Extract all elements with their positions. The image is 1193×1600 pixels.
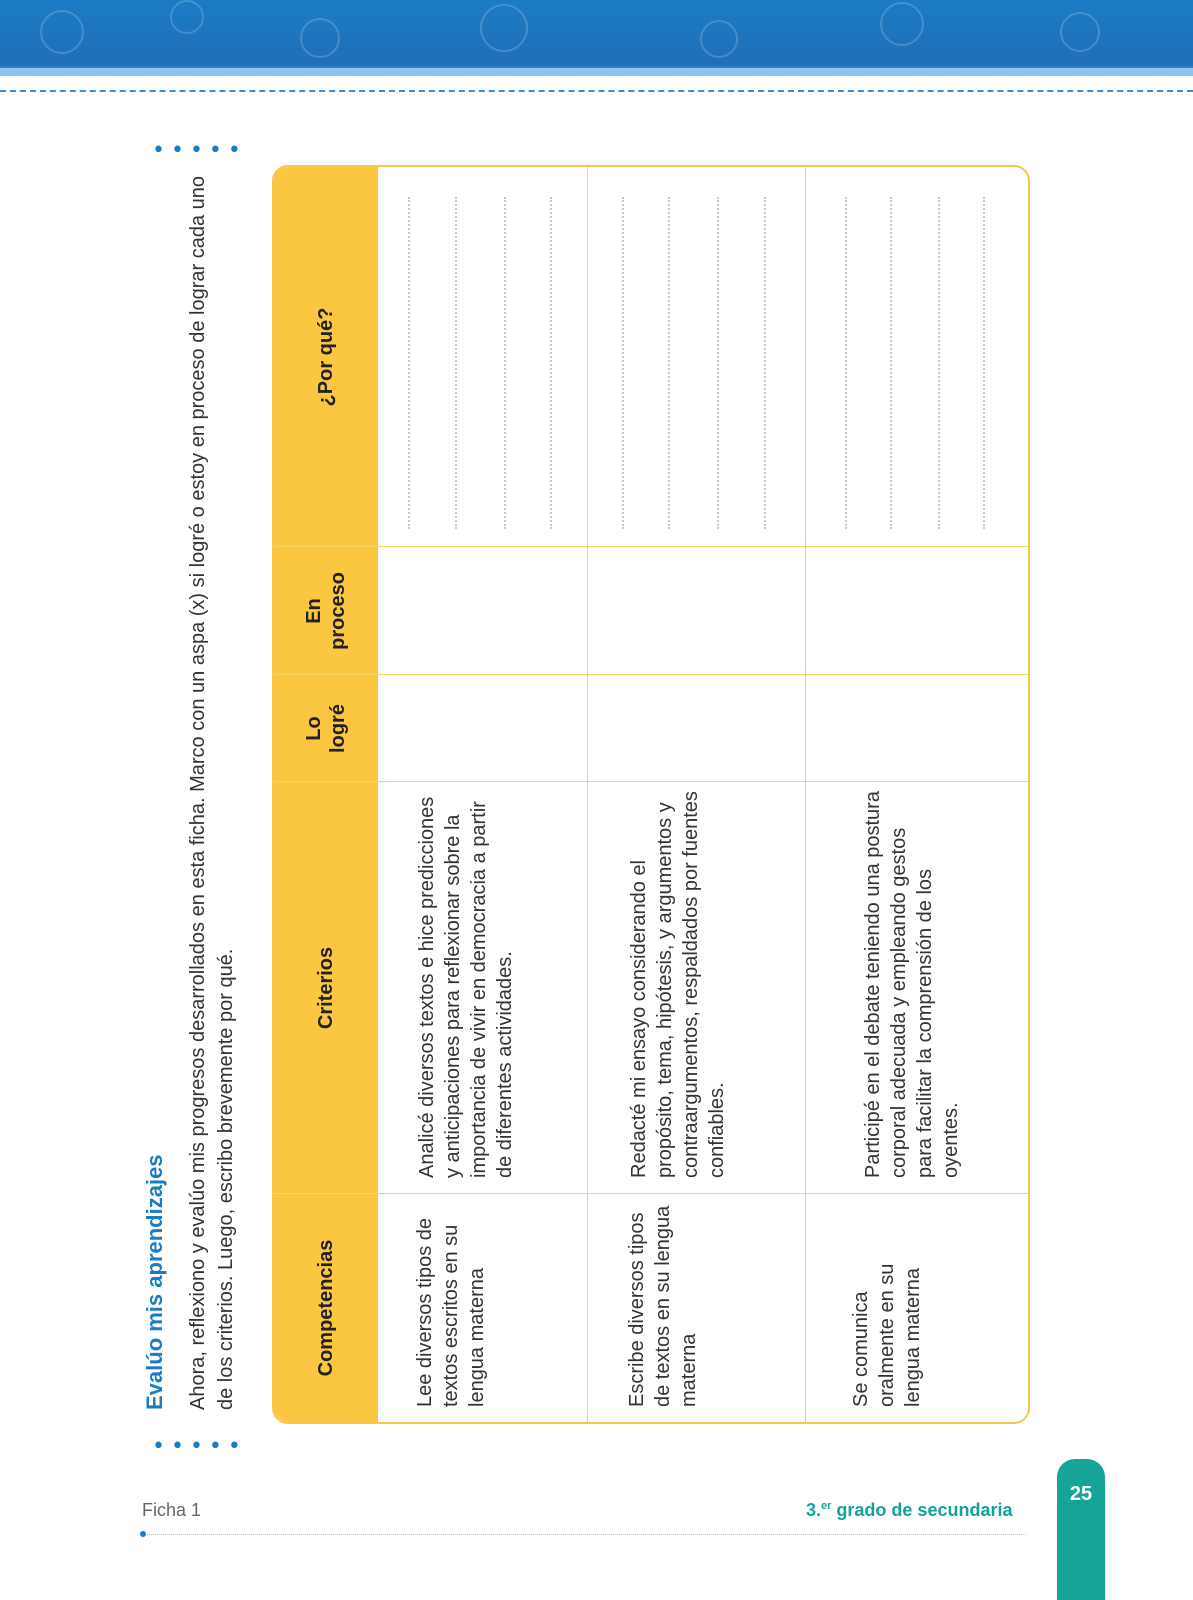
column-divider	[274, 781, 1028, 782]
answer-line[interactable]	[622, 197, 624, 529]
answer-line[interactable]	[668, 197, 670, 529]
footer-bullet	[140, 1531, 146, 1537]
answer-line[interactable]	[983, 197, 985, 529]
grade-rest: grado de secundaria	[831, 1500, 1013, 1520]
row3-criterio: Participé en el debate teniendo una postura corporal adecuada y empleando gestos para facilitar la comprensión de los oyentes.	[862, 791, 962, 1178]
grade-number: 3.	[806, 1500, 822, 1520]
row-divider	[805, 167, 806, 1422]
answer-line[interactable]	[504, 197, 506, 529]
answer-line[interactable]	[890, 197, 892, 529]
self-assessment-table	[272, 165, 1030, 1424]
header-criterios: Criterios	[315, 946, 337, 1030]
banner-doodle	[170, 0, 204, 34]
header-por-que: ¿Por qué?	[315, 307, 337, 407]
answer-line[interactable]	[764, 197, 766, 529]
column-divider	[274, 1193, 1028, 1194]
column-divider	[274, 674, 1028, 675]
footer-ficha: Ficha 1	[142, 1500, 202, 1520]
row2-criterio: Redacté mi ensayo considerando el propósito, tema, hipótesis, y argumentos y contraargumentos, respaldados por fuentes confiables.	[628, 791, 728, 1178]
rotated-content	[140, 40, 1140, 1440]
column-divider	[274, 546, 1028, 547]
section-intro: Ahora, reflexiono y evalúo mis progresos desarrollados en esta ficha. Marco con un aspa (x) si logré o estoy en proceso de lograr cada uno de los criterios. Luego, escribo brevemente por qué.	[187, 175, 237, 1410]
answer-line[interactable]	[845, 197, 847, 529]
grade-superscript: er	[821, 1500, 832, 1512]
row2-competencia: Escribe diversos tipos de textos en su lengua materna	[626, 1205, 700, 1407]
dot-ornament: •••••	[152, 1434, 247, 1459]
header-lo-logre: Lo logré	[303, 704, 349, 753]
banner-doodle	[40, 10, 84, 54]
dot-ornament: •••••	[152, 138, 247, 163]
row1-competencia: Lee diversos tipos de textos escritos en su lengua materna	[414, 1217, 488, 1407]
answer-line[interactable]	[550, 197, 552, 529]
answer-line[interactable]	[938, 197, 940, 529]
answer-line[interactable]	[408, 197, 410, 529]
footer-divider	[142, 1534, 1026, 1535]
answer-line[interactable]	[455, 197, 457, 529]
header-en-proceso: En proceso	[303, 572, 349, 650]
section-title: Evalúo mis aprendizajes	[142, 1154, 167, 1410]
row-divider	[587, 167, 588, 1422]
header-competencias: Competencias	[315, 1239, 337, 1377]
page-number: 25	[1057, 1459, 1105, 1600]
row3-competencia: Se comunica oralmente en su lengua materna	[850, 1263, 924, 1407]
answer-line[interactable]	[717, 197, 719, 529]
footer-grade	[806, 1500, 1012, 1521]
row1-criterio: Analicé diversos textos e hice predicciones y anticipaciones para reflexionar sobre la importancia de vivir en democracia a partir de diferentes actividades.	[416, 796, 516, 1178]
